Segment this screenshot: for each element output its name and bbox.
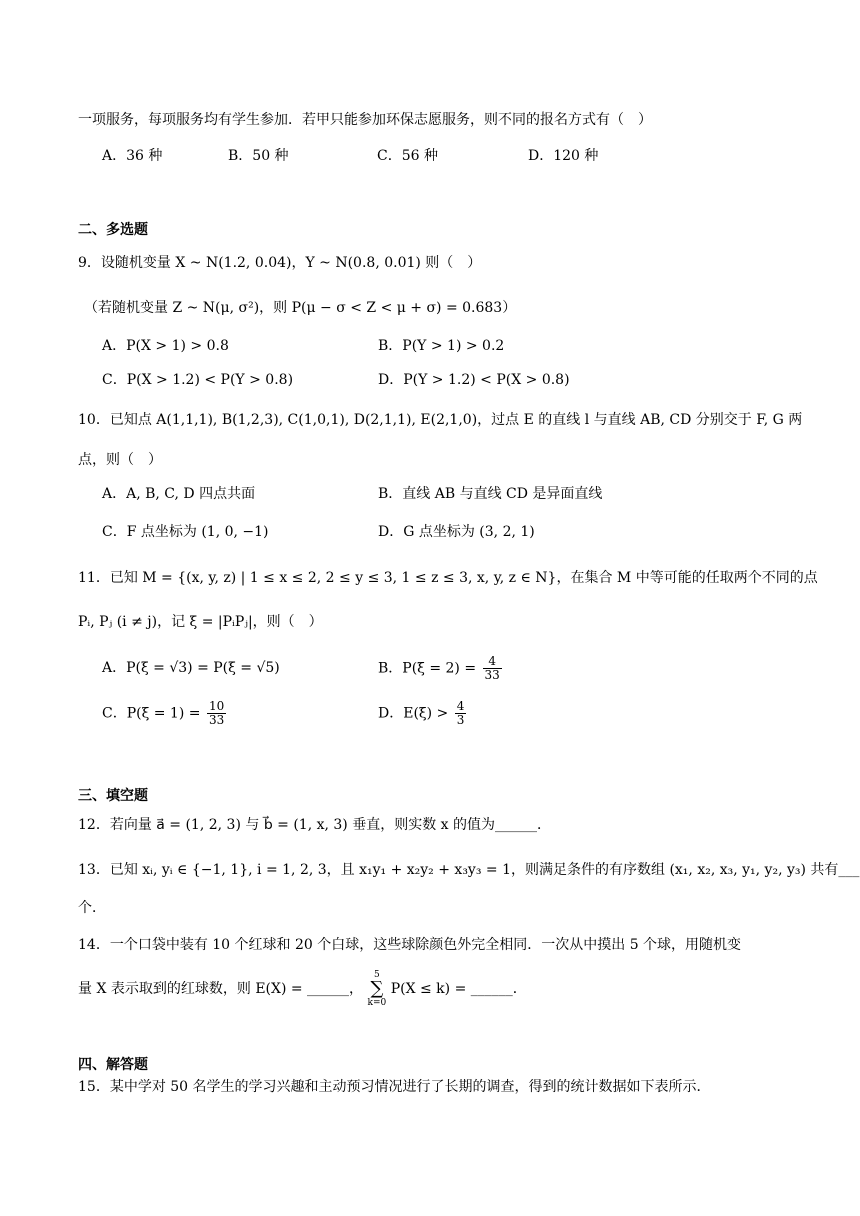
q11-option-c-numerator: 10 <box>208 699 225 713</box>
q11-option-b-denominator: 33 <box>484 668 500 682</box>
q11-option-d-numerator: 4 <box>456 699 465 713</box>
q8-option-a: A．36 种 <box>102 148 163 164</box>
q11-option-d <box>378 700 468 727</box>
q10-stem-line2: 点，则（ ） <box>78 452 162 468</box>
summation <box>368 970 387 1008</box>
q9-option-b: B．P(Y > 1) > 0.2 <box>378 338 505 354</box>
q14-line2-prefix: 量 X 表示取到的红球数，则 E(X) = ______， <box>78 981 364 997</box>
section-heading-multiple-choice: 二、多选题 <box>78 222 148 238</box>
q11-option-b-fraction <box>483 655 502 682</box>
summation-lower: k=0 <box>367 998 387 1008</box>
q10-stem-line1: 10．已知点 A(1,1,1), B(1,2,3), C(1,0,1), D(2,1,1), E(2,1,0)，过点 E 的直线 l 与直线 AB, CD 分别交于 F, G 两 <box>78 412 803 428</box>
summation-sign: ∑ <box>370 978 384 999</box>
q11-option-b-prefix: B．P(ξ = 2) = <box>378 660 477 677</box>
q10-option-d: D．G 点坐标为 (3, 2, 1) <box>378 524 535 540</box>
q13-line2: 个． <box>78 900 106 916</box>
q11-option-a: A．P(ξ = √3) = P(ξ = √5) <box>102 660 280 676</box>
q8-option-d: D．120 种 <box>528 148 599 164</box>
q8-option-b: B．50 种 <box>228 148 289 164</box>
q11-option-c-prefix: C．P(ξ = 1) = <box>102 705 201 722</box>
q8-text: 一项服务，每项服务均有学生参加．若甲只能参加环保志愿服务，则不同的报名方式有（ ） <box>78 112 652 128</box>
q13-line1: 13．已知 xᵢ, yᵢ ∈ {−1, 1}, i = 1, 2, 3，且 x₁y₁ + x₂y₂ + x₃y₃ = 1，则满足条件的有序数组 (x₁, x₂, x₃, y₁, y₂, y₃) 共有___ <box>78 862 860 878</box>
q11-option-d-fraction <box>455 700 467 727</box>
q11-option-c-denominator: 33 <box>208 713 225 727</box>
q11-stem-line1: 11．已知 M = {(x, y, z) | 1 ≤ x ≤ 2, 2 ≤ y ≤ 3, 1 ≤ z ≤ 3, x, y, z ∈ N}，在集合 M 中等可能的任取两个不同的点 <box>78 570 818 586</box>
q9-option-a: A．P(X > 1) > 0.8 <box>102 338 229 354</box>
q8-option-c: C．56 种 <box>377 148 438 164</box>
q10-option-c: C．F 点坐标为 (1, 0, −1) <box>102 524 269 540</box>
q11-option-c <box>102 700 228 727</box>
q11-option-d-prefix: D．E(ξ) > <box>378 705 449 722</box>
section-heading-fill-in: 三、填空题 <box>78 788 148 804</box>
q9-stem: 9．设随机变量 X ~ N(1.2, 0.04)，Y ~ N(0.8, 0.01) 则（ ） <box>78 255 482 271</box>
q11-option-c-fraction <box>207 700 226 727</box>
q10-option-a: A．A, B, C, D 四点共面 <box>102 486 256 502</box>
q14-line1: 14．一个口袋中装有 10 个红球和 20 个白球，这些球除颜色外完全相同．一次从中摸出 5 个球，用随机变 <box>78 937 742 953</box>
q11-option-b <box>378 655 504 682</box>
summation-upper: 5 <box>374 970 380 980</box>
q12-text: 12．若向量 a⃗ = (1, 2, 3) 与 b⃗ = (1, x, 3) 垂直，则实数 x 的值为______． <box>78 817 552 833</box>
q14-line2 <box>78 970 527 1008</box>
q11-option-d-denominator: 3 <box>456 713 465 727</box>
q11-option-b-numerator: 4 <box>483 655 502 669</box>
q15-text: 15．某中学对 50 名学生的学习兴趣和主动预习情况进行了长期的调查，得到的统计数据如下表所示． <box>78 1079 711 1095</box>
q14-line2-suffix: P(X ≤ k) = ______． <box>390 981 527 997</box>
section-heading-answer: 四、解答题 <box>78 1057 148 1073</box>
q11-stem-line2: Pᵢ, Pⱼ (i ≠ j)，记 ξ = |PᵢPⱼ|，则（ ） <box>78 614 323 630</box>
q9-option-d: D．P(Y > 1.2) < P(X > 0.8) <box>378 372 570 388</box>
q10-option-b: B．直线 AB 与直线 CD 是异面直线 <box>378 486 603 502</box>
q9-option-c: C．P(X > 1.2) < P(Y > 0.8) <box>102 372 294 388</box>
q9-hint: （若随机变量 Z ~ N(μ, σ²)，则 P(μ − σ < Z < μ + σ) = 0.683） <box>84 300 517 316</box>
